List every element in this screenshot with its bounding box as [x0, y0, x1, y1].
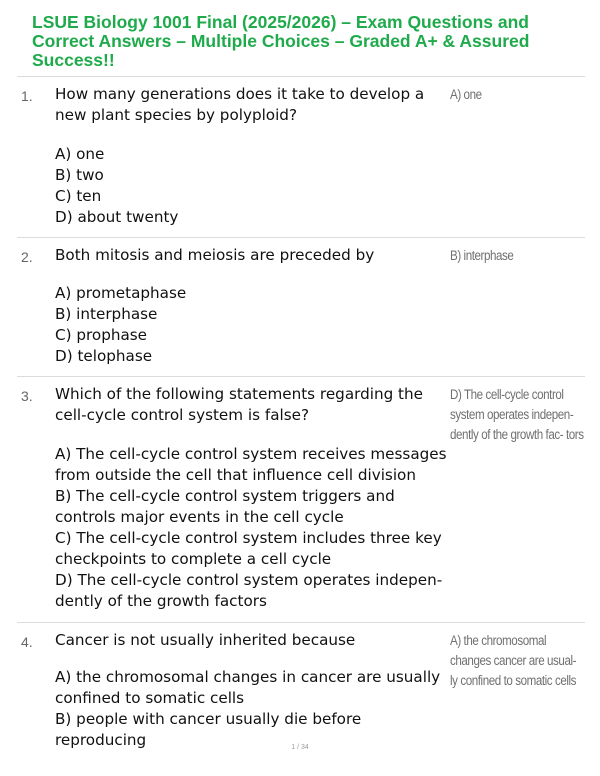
options-list [55, 444, 453, 612]
options-list [55, 283, 453, 367]
question-2 [17, 237, 585, 376]
question-text: Both mitosis and meiosis are preceded by [55, 246, 375, 264]
question-text: Which of the following statements regarding the cell-cycle control system is false? [55, 385, 423, 424]
answer-text: B) interphase [450, 248, 514, 263]
option-b: B) interphase [55, 305, 158, 323]
option-a: A) the chromosomal changes in cancer are usually confined to somatic cells [55, 668, 441, 707]
question-number: 1. [21, 88, 33, 104]
option-c: C) ten [55, 187, 102, 205]
option-b: B) people with cancer usually die before reproducing [55, 710, 362, 749]
question-number: 3. [21, 388, 33, 404]
question-3 [17, 376, 585, 622]
answer-text: A) one [450, 87, 482, 102]
option-d: D) about twenty [55, 208, 179, 226]
option-a: A) one [55, 145, 105, 163]
question-number: 4. [21, 634, 33, 650]
question-number: 2. [21, 249, 33, 265]
page-number: 1 / 34 [291, 744, 309, 751]
question-text: Cancer is not usually inherited because [55, 631, 356, 649]
answer-text: A) the chromosomal changes cancer are usual- ly confined to somatic cells [450, 633, 577, 688]
option-d: D) telophase [55, 347, 153, 365]
option-b: B) The cell-cycle control system triggers and controls major events in the cell cycle [55, 487, 395, 526]
question-1 [17, 76, 585, 237]
option-a: A) The cell-cycle control system receives messages from outside the cell that influence cell division [55, 445, 447, 484]
option-c: C) The cell-cycle control system includes three key checkpoints to complete a cell cycle [55, 529, 442, 568]
option-a: A) prometaphase [55, 284, 187, 302]
option-c: C) prophase [55, 326, 148, 344]
option-d: D) The cell-cycle control system operates indepen- dently of the growth factors [55, 571, 443, 610]
answer-text: D) The cell-cycle control system operates indepen- dently of the growth fac- tors [450, 387, 584, 442]
option-b: B) two [55, 166, 104, 184]
options-list [55, 667, 453, 751]
options-list [55, 144, 453, 228]
document-title: LSUE Biology 1001 Final (2025/2026) – Exam Questions and Correct Answers – Multiple Choices – Graded A+ & Assured Success!! [32, 12, 530, 70]
question-text: How many generations does it take to develop a new plant species by polyploid? [55, 85, 425, 124]
